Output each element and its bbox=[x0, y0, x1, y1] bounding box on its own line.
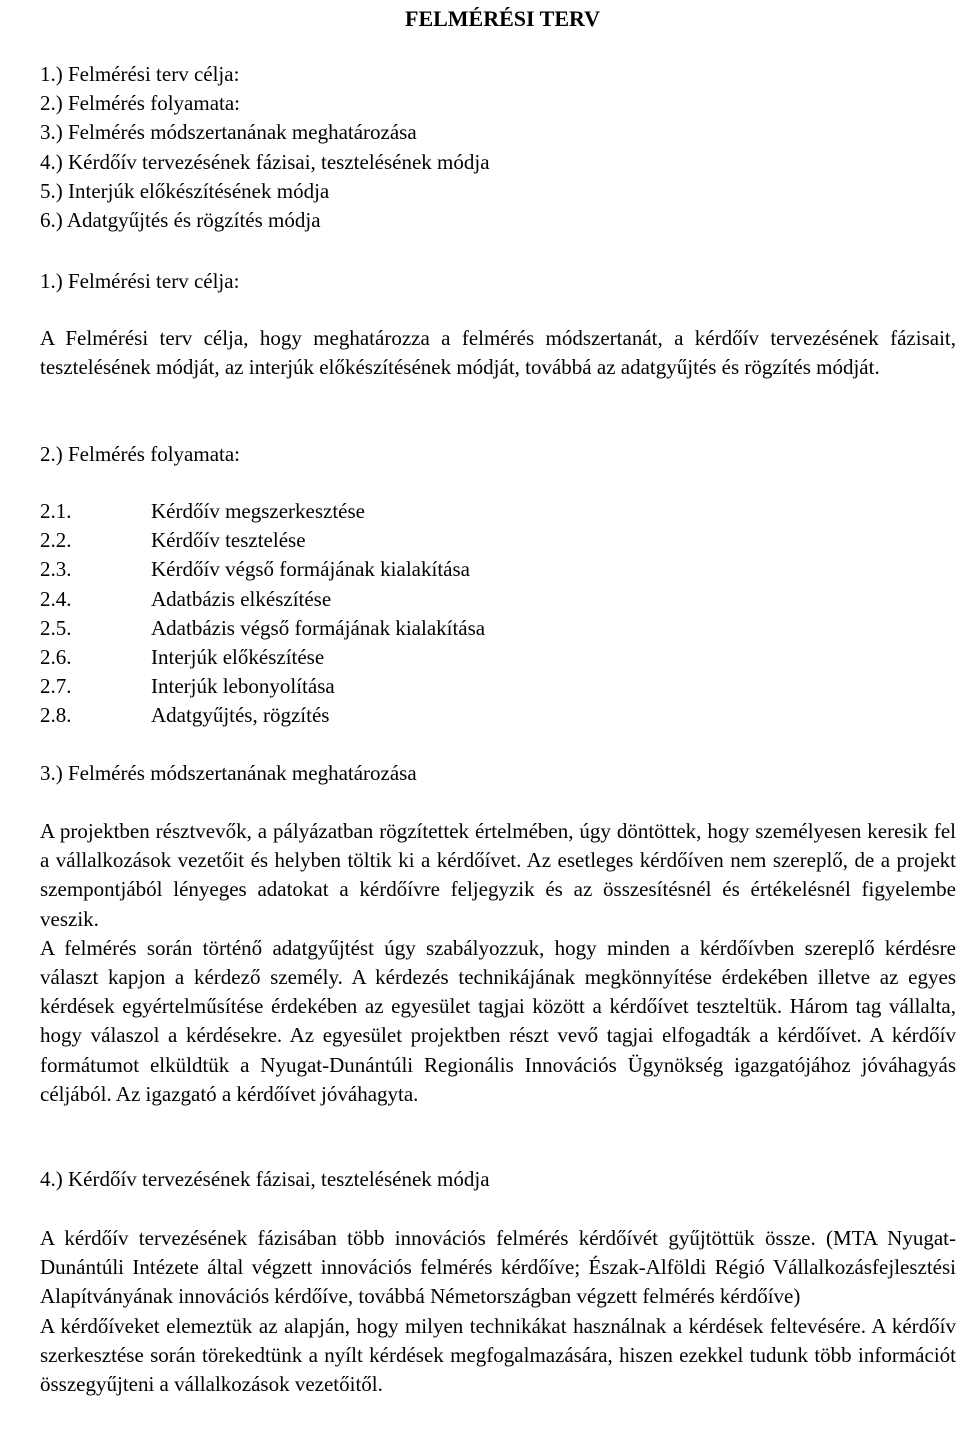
list-item bbox=[40, 643, 485, 672]
step-number: 2.5. bbox=[40, 615, 72, 640]
list-item bbox=[40, 614, 485, 643]
process-steps-list bbox=[40, 497, 485, 731]
step-text: Kérdőív megszerkesztése bbox=[151, 499, 365, 523]
paragraph: A Felmérési terv célja, hogy meghatározza a felmérés módszertanát, a kérdőív tervezésének fázisait, tesztelésének módját, az interjúk előkészítésének módját, továbbá az adatgyűjtés és rögzítés módját. bbox=[40, 326, 956, 380]
step-number: 2.6. bbox=[40, 644, 72, 669]
toc-item: 1.) Felmérési terv célja: bbox=[40, 62, 240, 86]
step-text: Interjúk lebonyolítása bbox=[151, 674, 335, 699]
section-3-body bbox=[40, 817, 956, 1109]
section-1-heading: 1.) Felmérési terv célja: bbox=[40, 269, 240, 293]
paragraph: A kérdőíveket elemeztük az alapján, hogy milyen technikákat használnak a kérdések feltevésére. A kérdőív szerkesztése során törekedtünk a nyílt kérdések megfogalmazására, hiszen ezekkel tudunk több információt összegyűjteni a vállalkozások vezetőitől. bbox=[40, 1313, 956, 1397]
step-number: 2.3. bbox=[40, 557, 72, 582]
list-item bbox=[40, 672, 485, 701]
paragraph: A kérdőív tervezésének fázisában több innovációs felmérés kérdőívét gyűjtöttük össze. (MTA Nyugat-Dunántúli Intézete által végzett innovációs felmérés kérdőíve; Észak-Alföldi Régió Vállalkozásfejlesztési Alapítványának innovációs kérdőíve, továbbá Németországban végzett felmérés kérdőíve) bbox=[40, 1226, 956, 1309]
toc-item: 5.) Interjúk előkészítésének módja bbox=[40, 178, 330, 203]
list-item bbox=[40, 497, 485, 526]
toc-item: 6.) Adatgyűjtés és rögzítés módja bbox=[40, 208, 321, 233]
list-item bbox=[40, 585, 485, 614]
list-item bbox=[40, 555, 485, 584]
toc-item: 4.) Kérdőív tervezésének fázisai, tesztelésének módja bbox=[40, 149, 490, 174]
step-text: Adatbázis elkészítése bbox=[151, 586, 332, 611]
step-text: Kérdőív végső formájának kialakítása bbox=[151, 557, 470, 582]
step-number: 2.4. bbox=[40, 586, 72, 611]
list-item bbox=[40, 701, 485, 730]
step-number: 2.1. bbox=[40, 499, 72, 523]
step-text: Interjúk előkészítése bbox=[151, 644, 325, 669]
section-1-body bbox=[40, 324, 956, 382]
toc-item: 2.) Felmérés folyamata: bbox=[40, 91, 241, 116]
table-of-contents bbox=[40, 60, 490, 235]
step-number: 2.8. bbox=[40, 703, 72, 728]
section-4-body bbox=[40, 1224, 956, 1399]
section-2-heading: 2.) Felmérés folyamata: bbox=[40, 442, 241, 466]
step-text: Adatbázis végső formájának kialakítása bbox=[151, 615, 486, 640]
toc-item: 3.) Felmérés módszertanának meghatározása bbox=[40, 120, 417, 145]
document-title: FELMÉRÉSI TERV bbox=[405, 6, 601, 31]
list-item bbox=[40, 526, 485, 555]
step-number: 2.7. bbox=[40, 674, 72, 699]
section-4-heading: 4.) Kérdőív tervezésének fázisai, tesztelésének módja bbox=[40, 1167, 490, 1191]
paragraph: A projektben résztvevők, a pályázatban rögzítettek értelmében, úgy döntöttek, hogy személyesen keresik fel a vállalkozások vezetőit és helyben töltik ki a kérdőívet. Az esetleges kérdőíven nem szereplő, de a projekt szempontjából lényeges adatokat a kérdőívre feljegyzik és az összesítésnél és értékelésnél figyelembe veszik. bbox=[40, 819, 956, 931]
section-3-heading: 3.) Felmérés módszertanának meghatározása bbox=[40, 761, 417, 785]
paragraph: A felmérés során történő adatgyűjtést úgy szabályozzuk, hogy minden a kérdőívben szereplő kérdésre választ kapjon a kérdező személy. A kérdezés technikájának megkönnyítése érdekében illetve az egyes kérdések egyértelműsítése érdekében az egyesület tagjai között a kérdőívet teszteltük. Három tag vállalta, hogy válaszol a kérdésekre. Az egyesület projektben részt vevő tagjai elfogadták a kérdőívet. A kérdőív formátumot elküldtük a Nyugat-Dunántúli Regionális Innovációs Ügynökség igazgatójához jóváhagyás céljából. Az igazgató a kérdőívet jóváhagyta. bbox=[40, 935, 956, 1106]
step-number: 2.2. bbox=[40, 528, 72, 553]
step-text: Adatgyűjtés, rögzítés bbox=[151, 703, 330, 728]
step-text: Kérdőív tesztelése bbox=[151, 528, 306, 553]
